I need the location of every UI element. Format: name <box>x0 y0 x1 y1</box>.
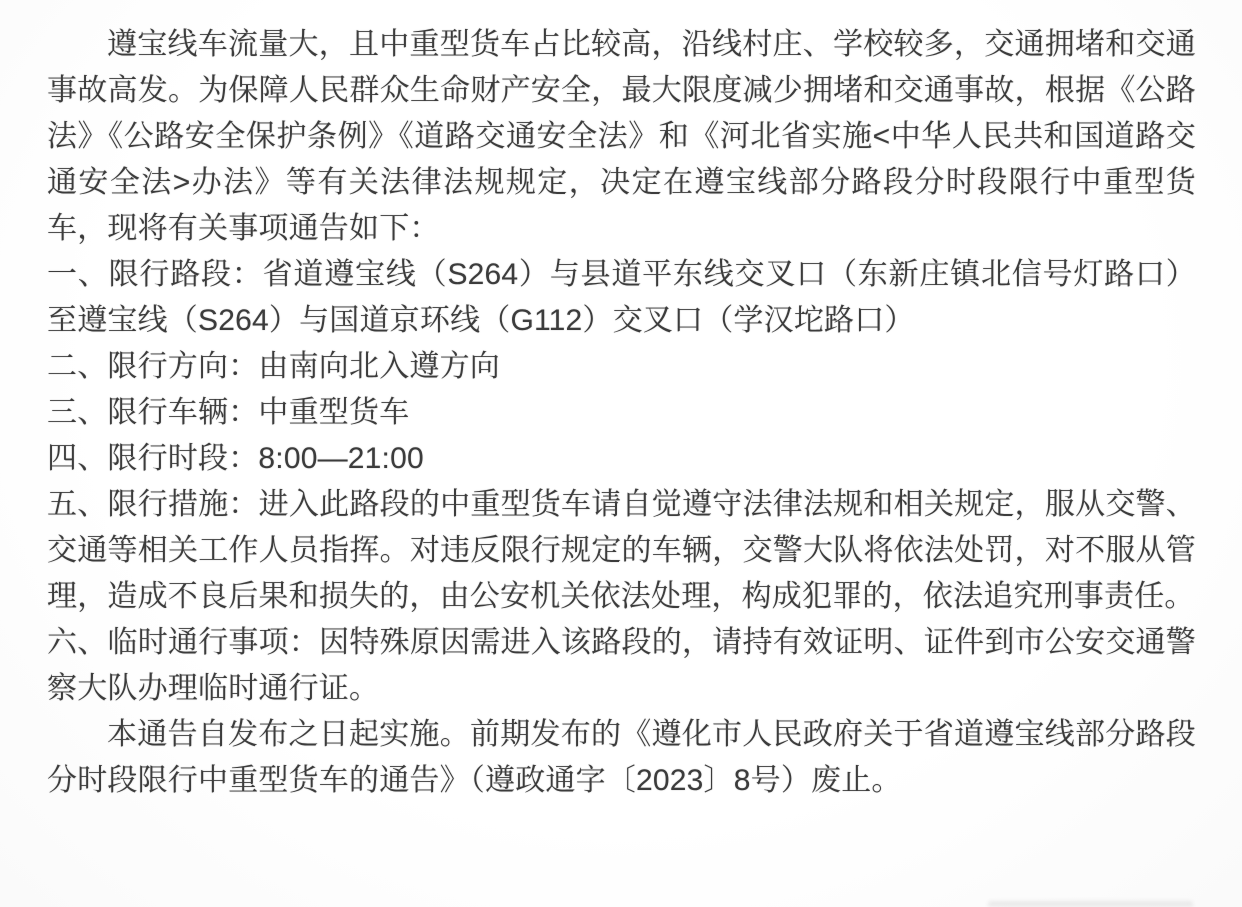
item-temporary-passage: 六、临时通行事项：因特殊原因需进入该路段的，请持有效证明、证件到市公安交通警察大队办理临时通行证。 <box>47 626 1196 705</box>
item-restricted-section: 一、限行路段：省道遵宝线（S264）与县道平东线交叉口（东新庄镇北信号灯路口）至遵宝线（S264）与国道京环线（G112）交叉口（学汉坨路口） <box>47 258 1196 337</box>
item-restricted-vehicles: 三、限行车辆：中重型货车 <box>47 396 410 429</box>
item-restriction-measures: 五、限行措施：进入此路段的中重型货车请自觉遵守法律法规和相关规定，服从交警、交通等相关工作人员指挥。对违反限行规定的车辆，交警大队将依法处罚，对不服从管理，造成不良后果和损失的，由公安机关依法处理，构成犯罪的，依法追究刑事责任。 <box>47 488 1196 613</box>
item-restricted-hours: 四、限行时段：8:00—21:00 <box>47 442 424 475</box>
item-restricted-direction: 二、限行方向：由南向北入遵方向 <box>47 350 500 383</box>
intro-paragraph: 遵宝线车流量大，且中重型货车占比较高，沿线村庄、学校较多，交通拥堵和交通事故高发。为保障人民群众生命财产安全，最大限度减少拥堵和交通事故，根据《公路法》《公路安全保护条例》《道路交通安全法》和《河北省实施<中华人民共和国道路交通安全法>办法》等有关法律法规规定，决定在遵宝线部分路段分时段限行中重型货车，现将有关事项通告如下： <box>47 28 1196 245</box>
cropped-content-edge <box>988 901 1193 907</box>
notice-body <box>47 22 1196 804</box>
closing-paragraph: 本通告自发布之日起实施。前期发布的《遵化市人民政府关于省道遵宝线部分路段分时段限行中重型货车的通告》（遵政通字〔2023〕8号）废止。 <box>47 718 1196 797</box>
